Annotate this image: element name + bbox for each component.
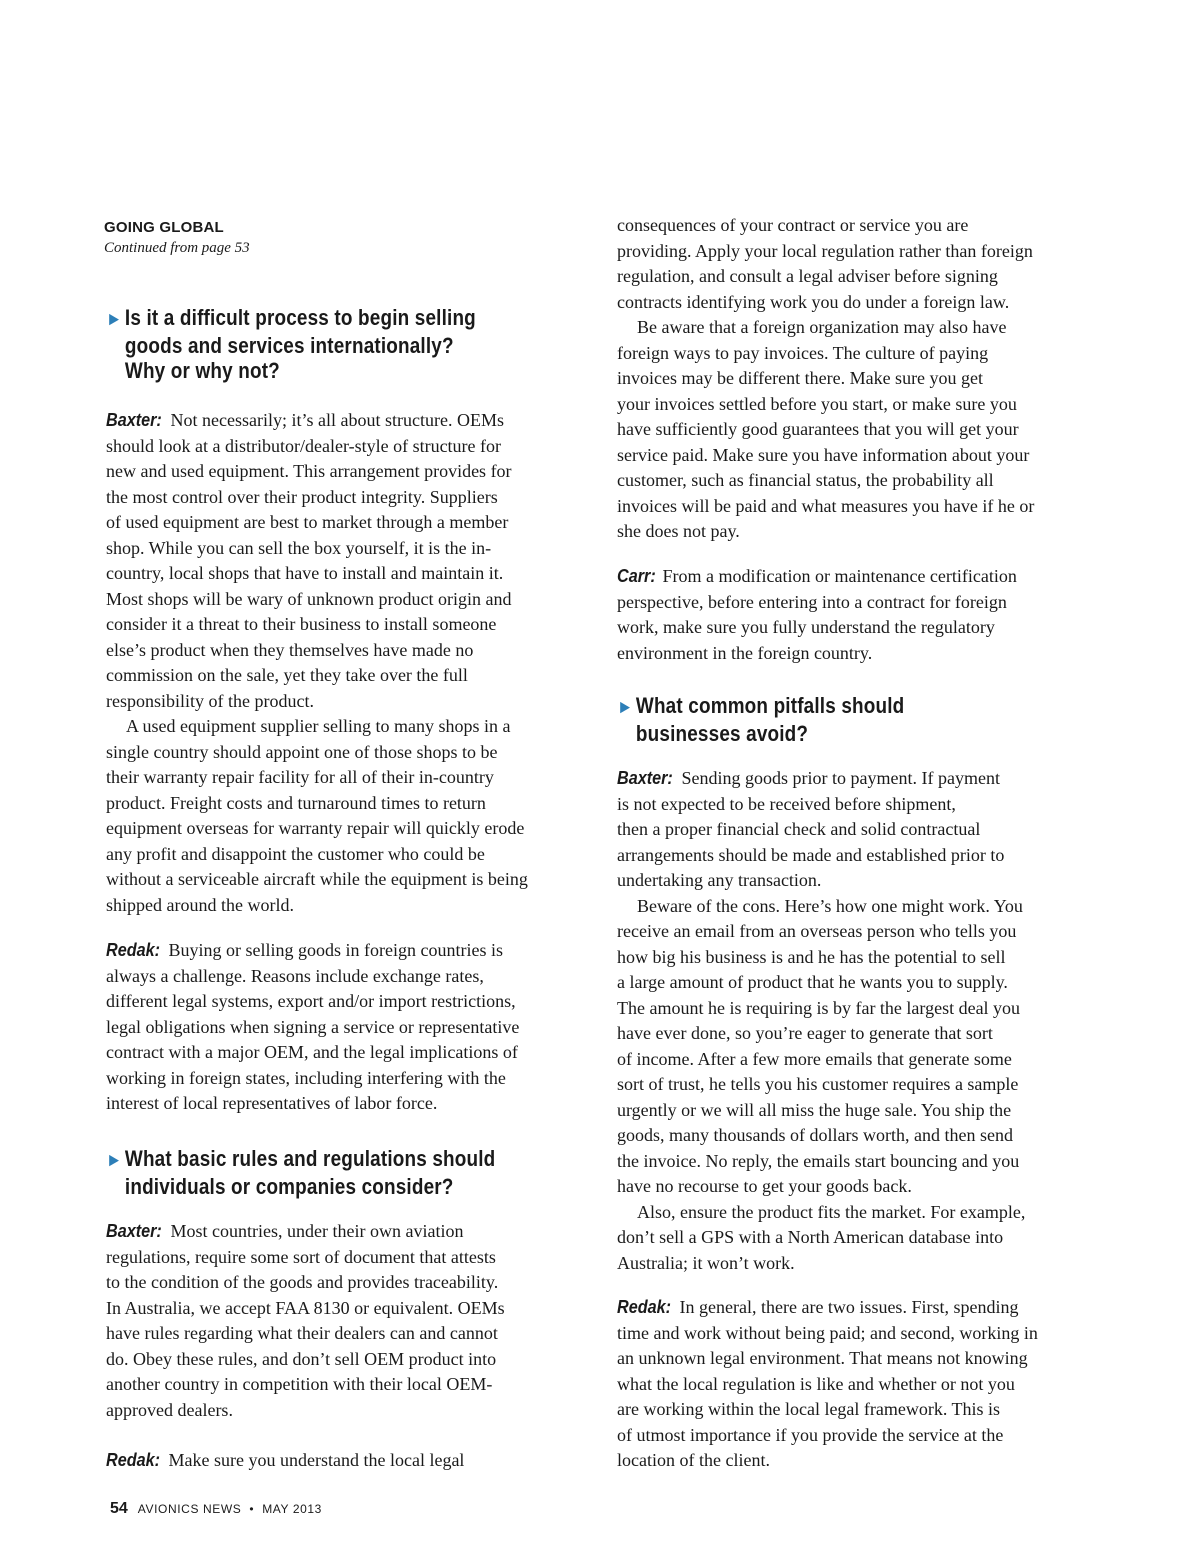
text-line: Most countries, under their own aviation bbox=[166, 1221, 464, 1241]
answer-redak-2 bbox=[106, 1448, 464, 1474]
text-line: else’s product when they themselves have made no bbox=[106, 639, 474, 660]
text-line: commission on the sale, yet they take over the full bbox=[106, 665, 468, 685]
text-line: of income. After a few more emails that generate some bbox=[617, 1048, 1012, 1069]
text-line: of used equipment are best to market through a member bbox=[106, 512, 509, 532]
text-line: environment in the foreign country. bbox=[617, 642, 873, 663]
text-line: Be aware that a foreign organization may also have bbox=[637, 317, 1007, 337]
text-line: different legal systems, export and/or import restrictions, bbox=[106, 991, 516, 1011]
text-line: to the condition of the goods and provides traceability. bbox=[106, 1272, 499, 1292]
text-line: responsibility of the product. bbox=[106, 690, 314, 711]
answer-baxter-1 bbox=[106, 408, 528, 918]
text-line: have no recourse to get your goods back. bbox=[617, 1176, 912, 1196]
answer-redak-2-continued bbox=[617, 213, 1034, 545]
answer-baxter-2 bbox=[106, 1219, 505, 1423]
text-line: legal obligations when signing a service or representative bbox=[106, 1016, 520, 1037]
speaker-label: Baxter: bbox=[106, 410, 162, 430]
text-line: have rules regarding what their dealers can and cannot bbox=[106, 1323, 498, 1343]
text-line: have ever done, so you’re eager to generate that sort bbox=[617, 1023, 993, 1043]
page-footer bbox=[110, 1500, 322, 1518]
text-line: should look at a distributor/dealer-style of structure for bbox=[106, 435, 502, 456]
text-line: regulations, require some sort of document that attests bbox=[106, 1246, 496, 1267]
text-line: is not expected to be received before shipment, bbox=[617, 793, 956, 814]
text-line: always a challenge. Reasons include exchange rates, bbox=[106, 965, 484, 986]
text-line: sort of trust, he tells you his customer requires a sample bbox=[617, 1074, 1019, 1094]
text-line: Australia; it won’t work. bbox=[617, 1252, 795, 1273]
text-line: the most control over their product integrity. Suppliers bbox=[106, 486, 498, 507]
text-line: equipment overseas for warranty repair will quickly erode bbox=[106, 818, 525, 838]
question-line: individuals or companies consider? bbox=[124, 1173, 454, 1199]
question-rules-regulations bbox=[106, 1146, 510, 1199]
speaker-label: Baxter: bbox=[617, 768, 673, 788]
text-line: don’t sell a GPS with a North American database into bbox=[617, 1227, 1004, 1247]
question-line: Is it a difficult process to begin selling bbox=[124, 305, 476, 330]
text-line: Most shops will be wary of unknown product origin and bbox=[106, 588, 512, 609]
page-number: 54 bbox=[110, 1500, 128, 1517]
text-line: invoices may be different there. Make sure you get bbox=[617, 368, 984, 388]
text-line: do. Obey these rules, and don’t sell OEM product into bbox=[106, 1348, 497, 1369]
question-difficult-process bbox=[106, 305, 510, 384]
text-line: what the local regulation is like and whether or not you bbox=[617, 1373, 1015, 1394]
speaker-label: Redak: bbox=[106, 940, 161, 960]
text-line: undertaking any transaction. bbox=[617, 870, 822, 890]
speaker-label: Carr: bbox=[617, 566, 656, 586]
text-line: are working within the local legal framework. This is bbox=[617, 1399, 1001, 1419]
text-line: of utmost importance if you provide the service at the bbox=[617, 1424, 1004, 1445]
text-line: interest of local representatives of labor force. bbox=[106, 1093, 438, 1113]
text-line: country, local shops that have to install and maintain it. bbox=[106, 563, 504, 583]
text-line: how big his business is and he has the potential to sell bbox=[617, 946, 1006, 967]
section-kicker: GOING GLOBAL bbox=[104, 219, 224, 236]
text-line: arrangements should be made and established prior to bbox=[617, 844, 1005, 865]
triangle-bullet-icon: ► bbox=[106, 309, 123, 330]
text-line: From a modification or maintenance certification bbox=[658, 566, 1017, 586]
speaker-label: Redak: bbox=[106, 1450, 161, 1470]
text-line: foreign ways to pay invoices. The culture of paying bbox=[617, 342, 989, 363]
text-line: shipped around the world. bbox=[106, 894, 294, 915]
text-line: A used equipment supplier selling to many shops in a bbox=[126, 716, 511, 736]
text-line: product. Freight costs and turnaround times to return bbox=[106, 792, 486, 813]
text-line: contract with a major OEM, and the legal implications of bbox=[106, 1042, 518, 1062]
text-line: In Australia, we accept FAA 8130 or equivalent. OEMs bbox=[106, 1297, 505, 1318]
footer-bullet: • bbox=[249, 1502, 255, 1516]
text-line: location of the client. bbox=[617, 1450, 770, 1470]
text-line: approved dealers. bbox=[106, 1399, 233, 1420]
text-line: regulation, and consult a legal adviser before signing bbox=[617, 266, 998, 286]
text-line: then a proper financial check and solid contractual bbox=[617, 819, 981, 839]
text-line: shop. While you can sell the box yourself, it is the in- bbox=[106, 537, 492, 558]
text-line: time and work without being paid; and second, working in bbox=[617, 1322, 1038, 1343]
question-line: goods and services internationally? bbox=[124, 332, 454, 358]
text-line: without a serviceable aircraft while the equipment is being bbox=[106, 869, 528, 889]
text-line: any profit and disappoint the customer who could be bbox=[106, 843, 485, 864]
text-line: The amount he is requiring is by far the largest deal you bbox=[617, 997, 1021, 1018]
text-line: new and used equipment. This arrangement provides for bbox=[106, 461, 512, 481]
text-line: Also, ensure the product fits the market. For example, bbox=[637, 1201, 1026, 1222]
text-line: goods, many thousands of dollars worth, and then send bbox=[617, 1125, 1013, 1145]
text-line: In general, there are two issues. First, spending bbox=[675, 1297, 1019, 1317]
triangle-bullet-icon: ► bbox=[617, 697, 634, 718]
text-line: consider it a threat to their business to install someone bbox=[106, 614, 497, 634]
answer-redak-3 bbox=[617, 1295, 1038, 1474]
text-line: Beware of the cons. Here’s how one might work. You bbox=[637, 895, 1023, 916]
continued-note: Continued from page 53 bbox=[104, 240, 250, 256]
speaker-label: Redak: bbox=[617, 1297, 672, 1317]
question-line: businesses avoid? bbox=[635, 720, 809, 746]
publication-name: AVIONICS NEWS bbox=[137, 1502, 242, 1516]
text-line: consequences of your contract or service you are bbox=[617, 215, 969, 235]
text-line: service paid. Make sure you have information about your bbox=[617, 444, 1030, 465]
text-line: working in foreign states, including interfering with the bbox=[106, 1067, 506, 1088]
text-line: another country in competition with their local OEM- bbox=[106, 1374, 493, 1394]
text-line: contracts identifying work you do under a foreign law. bbox=[617, 291, 1010, 312]
triangle-bullet-icon: ► bbox=[106, 1150, 123, 1171]
text-line: customer, such as financial status, the probability all bbox=[617, 470, 994, 490]
text-line: the invoice. No reply, the emails start bouncing and you bbox=[617, 1150, 1020, 1171]
issue-date: MAY 2013 bbox=[262, 1502, 322, 1516]
text-line: your invoices settled before you start, or make sure you bbox=[617, 393, 1017, 414]
text-line: invoices will be paid and what measures you have if he or bbox=[617, 495, 1035, 516]
question-line: What common pitfalls should bbox=[635, 693, 905, 718]
text-line: Make sure you understand the local legal bbox=[164, 1450, 465, 1470]
text-line: receive an email from an overseas person who tells you bbox=[617, 921, 1017, 941]
text-line: have sufficiently good guarantees that you will get your bbox=[617, 419, 1019, 439]
answer-carr-1 bbox=[617, 564, 1017, 666]
text-line: a large amount of product that he wants you to supply. bbox=[617, 972, 1008, 992]
answer-redak-1 bbox=[106, 938, 519, 1117]
text-line: work, make sure you fully understand the regulatory bbox=[617, 617, 995, 637]
text-line: Sending goods prior to payment. If payment bbox=[677, 768, 1000, 788]
text-line: urgently or we will all miss the huge sale. You ship the bbox=[617, 1099, 1012, 1120]
question-line: What basic rules and regulations should bbox=[124, 1146, 496, 1171]
text-line: providing. Apply your local regulation rather than foreign bbox=[617, 240, 1033, 261]
text-line: single country should appoint one of those shops to be bbox=[106, 741, 498, 762]
question-common-pitfalls bbox=[617, 693, 1021, 746]
text-line: Buying or selling goods in foreign countries is bbox=[164, 940, 503, 960]
answer-baxter-3 bbox=[617, 766, 1025, 1276]
question-line: Why or why not? bbox=[124, 358, 280, 383]
text-line: she does not pay. bbox=[617, 521, 740, 541]
speaker-label: Baxter: bbox=[106, 1221, 162, 1241]
text-line: their warranty repair facility for all of their in-country bbox=[106, 767, 494, 787]
text-line: an unknown legal environment. That means not knowing bbox=[617, 1348, 1028, 1368]
text-line: perspective, before entering into a contract for foreign bbox=[617, 591, 1007, 612]
text-line: Not necessarily; it’s all about structure. OEMs bbox=[166, 410, 504, 430]
